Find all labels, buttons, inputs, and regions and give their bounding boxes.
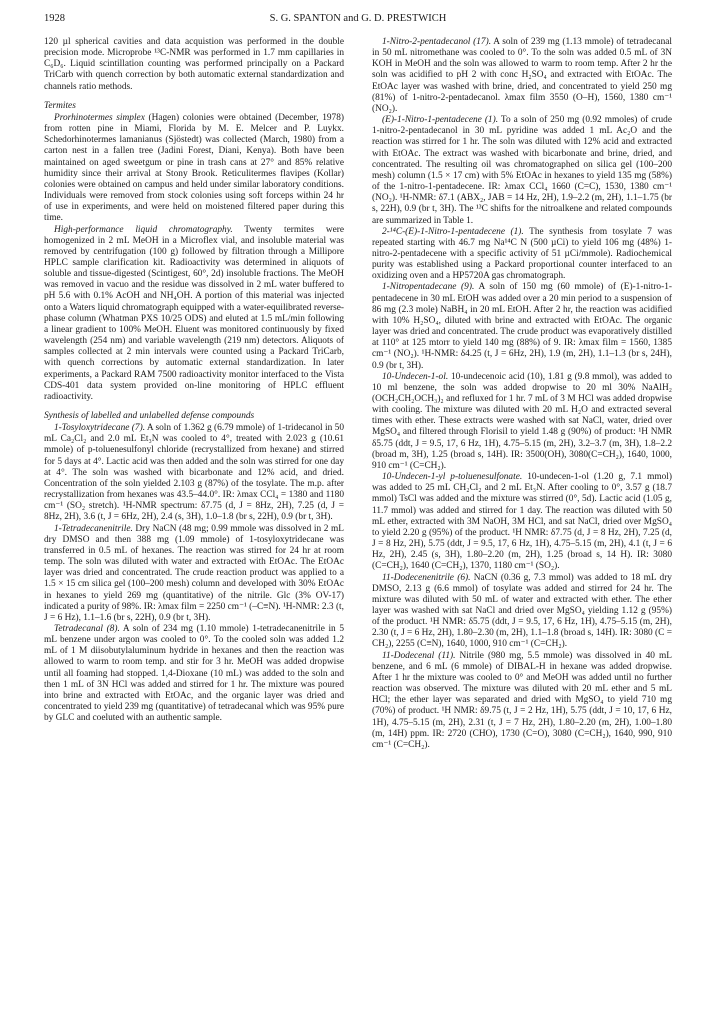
paragraph-body: (Hagen) colonies were obtained (December, 1978) from rotten pine in Miami, Florida by M. E. Melcer and P. Luykx. Schedorhinotermes lamanianus (Sjöstedt) was collected (March, 1980) from a carton nest in a fallen tree (Jadini Forest, Diani, Kenya). Both have been maintained on aged sweetgum or pine in trash cans at 27° and 85% relative humidity since their arrival at Stony Brook. Reticulitermes flavipes (Kollar) colonies were obtained on campus and held under similar laboratory conditions. Individuals were removed from stock colonies using soft forceps within 24 hr of use in experiments, and were held on moistened filtered paper during this time. <box>44 112 344 224</box>
paragraph-body: 10-undecen-1-ol (1.20 g, 7.1 mmol) was added to 25 mL CH₂Cl₂ and 2 mL Et₃N. After cooling to 0°, 3.57 g (18.7 mmol) TsCl was added and the mixture was stirred (0°, 5d). Lactic acid (1.05 g, 11.7 mmol) was added and stirred for 1 day. The reaction was diluted with 50 mL ether, extracted with 3M NaOH, 3M HCl, and sat NaCl, dried over MgSO₄ to yield 2.20 g (95%) of the product. ¹H NMR: δ7.75 (d, J = 8 Hz, 2H), 7.25 (d, J = 8 Hz, 2H), 5.75 (ddt, J = 9.5, 17, 6 Hz, 1H), 4.75–5.15 (m, 2H), 4.1 (t, J = 6 Hz, 2H), 2.45 (s, 3H), 1.80–2.20 (m, 2H), 1.25 (broad s, 14 H). IR: 3080 (C=CH₂), 1640 (C=CH₂), 1370, 1180 cm⁻¹ (SO₂). <box>372 472 672 572</box>
paragraph-body: To a soln of 250 mg (0.92 mmoles) of crude 1-nitro-2-pentadecanol in 30 mL pyridine was added 1 mL Ac₂O and the reaction was stirred for 1 hr. The soln was diluted with 12% acid and extracted with EtOAc. The extract was washed with bicarbonate and brine, dried, and concentrated. The resulting oil was chromatographed on silica gel (100–200 mesh) column (1.5 × 17 cm) with 5% EtOAc in hexanes to yield 135 mg (58%) of the 1-nitro-1-pentadecene. IR: λmax CCl₄ 1660 (C=C), 1530, 1380 cm⁻¹ (NO₂). ¹H-NMR: δ7.1 (ABX₂, JAB = 14 Hz, 2H), 1.9–2.2 (m, 2H), 1.1–1.75 (br s, 22H), 0.9 (br t, 3H). The ¹³C shifts for the nitroalkene and related compounds are summarized in Table 1. <box>372 115 672 226</box>
paragraph-body: A soln of 150 mg (60 mmole) of (E)-1-nitro-1-pentadecene in 30 mL EtOH was added over a 20 min period to a suspension of 86 mg (2.3 mole) NaBH₄ in 20 mL EtOH. After 2 hr, the reaction was acidified with 10% H₂SO₄, diluted with brine and extracted with EtOAc. The organic layer was dried and concentrated. The crude product was evaporatively distilled at 110° at 125 mtorr to yield 140 mg (88%) of 9. IR: λmax film = 1560, 1385 cm⁻¹ (NO₂). ¹H-NMR: δ4.25 (t, J = 6Hz, 2H), 1.9 (m, 2H), 1.1–1.3 (br s, 24H), 0.9 (br t, 3H). <box>372 282 672 371</box>
paragraph-body: 10-undecenoic acid (10), 1.81 g (9.8 mmol), was added to 10 ml benzene, the soln was added dropwise to 20 ml 30% NaAlH₂ (OCH₂CH₂OCH₃)₂ and refluxed for 1 hr. 7 mL of 3 M HCl was added dropwise with cooling. The mixture was diluted with 20 mL H₂O and extracted several times with ether. These extracts were washed with sat NaCl, water, dried over MgSO₄ and filtered through Florisil to yield 1.48 g (90%) of product: ¹H NMR δ5.75 (ddt, J = 9.5, 17, 6 Hz, 1H), 4.75–5.15 (m, 2H), 3.2–3.7 (m, 3H), 1.8–2.2 (broad m, 3H), 1.25 (broad s, 14H). IR: 3500(OH), 3080(C=CH₂), 1640, 1000, 910 cm⁻¹ (C=CH₂). <box>372 371 672 471</box>
running-title: S. G. SPANTON and G. D. PRESTWICH <box>269 13 447 24</box>
paragraph-body: A soln of 234 mg (1.10 mmole) 1-tetradecanenitrile in 5 mL benzene under argon was cooled to 0°. To the cooled soln was added 1.2 mL of 1 M diisobutylaluminum hydride in hexanes and then the reaction was allowed to warm to room temp. and stir for 3 hr. MeOH was added dropwise until all foaming had stopped. 1,4-Dioxane (10 mL) was added to the soln and then 1 mL of 3N HCl was added and stirred for 1 hr. The mixture was poured into brine and extracted with EtOAc, and the organic layer was dried and concentrated to yield 239 mg (quantitative) of tetradecanal which was 95% pure by GLC and coeluted with an authentic sample. <box>44 623 344 724</box>
paragraph <box>372 282 672 371</box>
paragraph-lead: 11-Dodecenenitrile (6). <box>382 572 471 583</box>
paragraph <box>372 651 672 751</box>
paragraph <box>372 115 672 227</box>
paragraph <box>372 37 672 115</box>
paragraph <box>372 573 672 651</box>
paragraph-body: The synthesis from tosylate 7 was repeated starting with 46.7 mg Na¹⁴C N (500 µCi) to yield 106 mg (48%) 1-nitro-2-pentadecene with a specific activity of 51 µCi/mmole). Radiochemical purity was established using a Packard proportional counter interfaced to an oxidizing oven and a HP5720A gas chromatograph. <box>372 226 672 282</box>
paragraph-lead: High-performance liquid chromatography. <box>54 224 233 235</box>
paragraph <box>44 423 344 523</box>
paragraph-body: A soln of 239 mg (1.13 mmole) of tetradecanal in 50 mL nitromethane was cooled to 0°. To the soln was added 0.5 mL of 3N KOH in MeOH and the soln was allowed to warm to room temp. After 2 hr the soln was acidified to pH 2 with conc H₂SO₄ and extracted with EtOAc. The EtOAc layer was washed with brine, dried, and concentrated to yield 250 mg (81%) of 1-nitro-2-pentadecanol. λmax film 3550 (O–H), 1560, 1380 cm⁻¹ (NO₂). <box>372 37 672 114</box>
paragraph-body: Twenty termites were homogenized in 2 mL MeOH in a Microflex vial, and insoluble material was removed by centrifugation (100 g) followed by filtration through a Millipore HPLC sample clarification kit. Radioactivity was determined in aliquots of soluble and tissue-digested (Scintigest, 60°, 2d) insoluble fractions. The MeOH was removed in vacuo and the residue was dissolved in 2 mL water buffered to pH 5.6 with 0.1% AcOH and NH₄OH. A portion of this material was injected onto a Waters liquid chromatograph equipped with a water-equilibrated reverse-phase column (Whatman PXS 10/25 ODS) and eluted at 1.5 mL/min following a linear gradient to 100% MeOH. Eluent was monitored continuously by fixed wavelength (254 nm) and variable wavelength (219 nm) detectors. Aliquots of samples collected at 2 min intervals were counted using a Packard TriCarb, with quench corrections by automatic external standardization. In later experiments, a Packard RAM 7500 radioactivity monitor interfaced to the Vista CDS-401 data system provided on-line monitoring of HPLC effluent radioactivity. <box>44 224 344 402</box>
paragraph-lead: (E)-1-Nitro-1-pentadecene (1). <box>382 115 499 126</box>
paragraph-lead: 10-Undecen-1-yl p-toluenesulfonate. <box>382 472 523 483</box>
paragraph-lead: 1-Tosyloxytridecane (7). <box>54 423 146 434</box>
paragraph-lead: 10-Undecen-1-ol. <box>382 371 449 382</box>
paragraph <box>372 227 672 283</box>
paragraph-lead: 1-Nitro-2-pentadecanol (17). <box>382 37 492 47</box>
paragraph-body: A soln of 1.362 g (6.79 mmole) of 1-tridecanol in 50 mL Ca₂Cl₂ and 2.0 mL Et₃N was cooled to 4°, treated with 2.023 g (10.61 mmole) of p-toluenesulfonyl chloride (recrystallized from hexane) and stirred for 5 days at 4°. Lactic acid was then added and the soln was stirred for one day at 4°. The soln was washed with bicarbonate and 12% acid, and dried. Concentration of the soln yielded 2.103 g (87%) of the tosylate. The m.p. after recrystallization from hexanes was 43.5–44.0°. IR: λmax CCl₄ = 1380 and 1180 cm⁻¹ (SO₂ stretch). ¹H-NMR spectrum: δ7.75 (d, J = 8Hz, 2H), 7.25 (d, J = 8Hz, 2H), 3.6 (t, J = 6Hz, 2H), 2.4 (s, 3H), 1.0–1.8 (br s, 22H), 0.9 (br t, 3H). <box>44 423 344 523</box>
paragraph-lead: 11-Dodecenal (11). <box>382 650 456 661</box>
paragraph <box>44 225 344 404</box>
paragraph-lead: 1-Nitropentadecane (9). <box>382 282 475 293</box>
paragraph <box>372 372 672 472</box>
left-column <box>44 37 344 1027</box>
paragraph-lead: Prorhinotermes simplex <box>54 112 145 123</box>
section-heading-termites: Termites <box>44 100 76 111</box>
paragraph <box>44 524 344 624</box>
paragraph-body: Dry NaCN (48 mg; 0.99 mmole was dissolved in 2 mL dry DMSO and then 388 mg (1.09 mmole) of 1-tosyloxytridecane was transferred in 0.5 mL of hexanes. The reaction was stirred for 24 hr at room temp. The soln was diluted with water and extracted with EtOAc. The EtOAc layer was dried and concentrated. The crude reaction product was applied to a 1.5 × 15 cm silica gel (100–200 mesh) column and developed with 30% EtOAc in hexanes to yield 269 mg (quantitative) of the nitrile. Glc (3% OV-17) indicated a purity of 98%. IR: λmax film = 2250 cm⁻¹ (–C≡N). ¹H-NMR: 2.3 (t, J = 6 Hz), 1.1–1.6 (br s, 22H), 0.9 (br t, 3H). <box>44 523 344 623</box>
right-column <box>372 37 672 1027</box>
section-heading-synthesis: Synthesis of labelled and unlabelled defense compounds <box>44 411 255 421</box>
paragraph <box>44 113 344 225</box>
paragraph: 120 µl spherical cavities and data acquistion was performed in the double precision mode. Microprobe ¹³C-NMR was performed in 1.7 mm capillaries in C₆D₆. Liquid scintillation counting was performed principally on a Packard TriCarb with quench correction by both automatic external standardization and channels ratio methods. <box>44 37 344 92</box>
paragraph-lead: 1-Tetradecanenitrile. <box>54 523 133 534</box>
page-header <box>44 13 672 31</box>
paragraph <box>44 624 344 724</box>
paragraph-body: NaCN (0.36 g, 7.3 mmol) was added to 18 mL dry DMSO, 2.13 g (6.6 mmol) of tosylate was added and stirred for 24 hr. The mixture was diluted with 50 mL of water and extracted with ether. The ether layer was washed with sat NaCl and dried over MgSO₄ yielding 1.12 g (95%) of the product. ¹H NMR: δ5.75 (ddt, J = 9.5, 17, 6 Hz, 1H), 4.75–5.15 (m, 2H), 2.30 (t, J = 6 Hz, 2H), 1.80–2.30 (m, 2H), 1.1–1.8 (broad s, 14H). IR: 3080 (C = CH₂), 2255 (C≡N), 1640, 1000, 910 cm⁻¹ (C=CH₂). <box>372 572 672 650</box>
paragraph-lead: 2-¹⁴C-(E)-1-Nitro-1-pentadecene (1). <box>382 226 524 237</box>
paragraph-lead: Tetradecanal (8). <box>54 623 120 634</box>
paragraph <box>372 472 672 572</box>
paragraph-body: Nitrile (980 mg, 5.5 mmole) was dissolved in 40 mL benzene, and 6 mL (6 mmole) of DIBAL-H in hexane was added dropwise. After 1 hr the mixture was cooled to 0° and MeOH was added until no further reaction was observed. The mixture was diluted with 20 mL ether and 5 mL HCl; the ether layer was separated and dried with MgSO₄ to yield 710 mg (70%) of product. ¹H NMR: δ9.75 (t, J = 2 Hz, 1H), 5.75 (ddt, J = 10, 17, 6 Hz, 1H), 4.75–5.15 (m, 2H), 2.31 (t, J = 7 Hz, 2H), 1.80–2.20 (m, 2H), 1.00–1.80 (m, 14H) ppm. IR: 2720 (CHO), 1730 (C=O), 3080 (C=CH₂), 1640, 990, 910 cm⁻¹ (C=CH₂). <box>372 650 672 750</box>
page-number: 1928 <box>44 13 65 24</box>
